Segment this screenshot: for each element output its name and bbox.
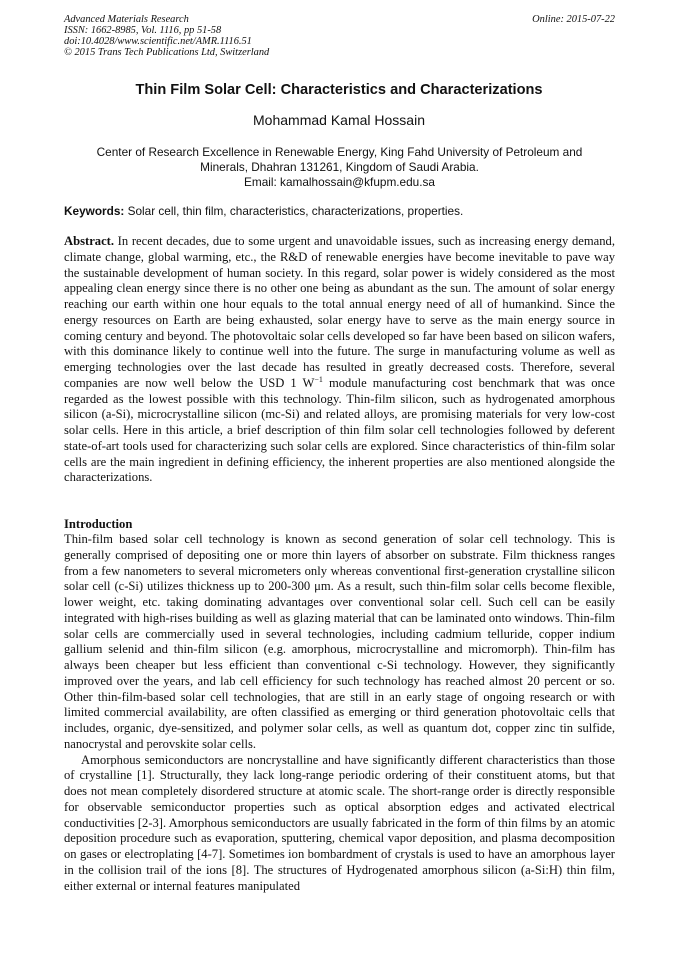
introduction-paragraph-2: Amorphous semiconductors are noncrystalline and have significantly different characteristics than those of crystalline [1]. Structurally, they lack long-range periodic ordering of their constituent atoms, but that does not mean completely disordered structure at atomic scale. The short-range order is directly responsible for observable semiconductor properties such as optical absorption edges and activated electrical conductivities [2-3]. Amorphous semiconductors are usually fabricated in the form of thin films by an atomic deposition procedure such as evaporation, sputtering, chemical vapor deposition, and plasma decomposition on gases or electroplating [4-7]. Sometimes ion bombardment of crystals is used to have an amorphous layer in the collision trail of the ions [8]. The structures of Hydrogenated amorphous silicon (a-Si:H) thin film, either external or internal features manipulated [64,752,615,893]
doi-line: doi:10.4028/www.scientific.net/AMR.1116.51 [64,36,252,47]
abstract-label: Abstract. [64,234,115,248]
keywords-text: Solar cell, thin film, characteristics, characterizations, properties. [124,204,464,218]
abstract-superscript: −1 [314,374,323,384]
copyright-line: © 2015 Trans Tech Publications Ltd, Switzerland [64,47,270,58]
paper-title: Thin Film Solar Cell: Characteristics and Characterizations [135,82,543,98]
online-date: Online: 2015-07-22 [532,14,615,25]
abstract [64,234,615,486]
affiliation-line-2: Minerals, Dhahran 131261, Kingdom of Saudi Arabia. [200,160,479,174]
affiliation-line-1: Center of Research Excellence in Renewable Energy, King Fahd University of Petroleum and [96,145,583,159]
issn-line: ISSN: 1662-8985, Vol. 1116, pp 51-58 [64,25,222,36]
journal-header [64,14,615,58]
introduction-body [64,532,615,894]
keywords-label: Keywords: [64,204,125,218]
introduction-paragraph-1: Thin-film based solar cell technology is known as second generation of solar cell technology. This is generally comprised of depositing one or more thin layers of absorber on substrate. Film thickness ranges from a few nanometers to several micrometers only whereas conventional first-generation crystalline silicon solar cell (c-Si) utilizes thickness up to 200-300 μm. As a result, such thin-film solar cells become flexible, lower weight, etc. taking dominating advantages over conventional solar cell. Such cell can be easily integrated with high-rises building as well as glazing material that can be laminated onto windows. Thin-film solar cells are commercially used in several technologies, including cadmium telluride, copper indium gallium selenid and thin-film silicon (e.g. amorphous, microcrystalline and micromorph). Thin-film has always been cheaper but less efficient than conventional c-Si technology. However, they significantly improved over the years, and lab cell efficiency for such technology has reached almost 20 percent or so. Other thin-film-based solar cell technologies, that are still in an early stage of ongoing research or with limited commercial availability, are often classified as emerging or third generation photovoltaic cells that includes, organic, dye-sensitized, and polymer solar cells, as well as quantum dot, copper zinc tin sulfide, nanocrystal and perovskite solar cells. [64,532,615,751]
affiliation [64,145,615,190]
journal-name: Advanced Materials Research [64,14,189,25]
introduction-heading: Introduction [64,517,133,531]
keywords [64,204,615,218]
author-name: Mohammad Kamal Hossain [253,112,425,128]
author-email: Email: kamalhossain@kfupm.edu.sa [244,175,435,189]
abstract-text-1: In recent decades, due to some urgent and unavoidable issues, such as increasing energy demand, climate change, global warming, etc., the R&D of renewable energies have become inevitable to pave way the sustainable development of human society. In this regard, solar power is widely considered as the most appealing clean energy since there is no other one being as abundant as the sun. The amount of solar energy reaching our earth within one hour equals to the total annual energy need of all of humankind. Since the energy resources on Earth are being exhausted, solar energy have to serve as the main energy source in coming century and beyond. The photovoltaic solar cells developed so far have been based on silicon wafers, with this dominance likely to continue well into the future. The surge in manufacturing volume as well as emerging technologies over the last decade has resulted in greatly decreased costs. Therefore, several companies are now well below the USD 1 W [64,234,615,390]
abstract-text-2: module manufacturing cost benchmark that was once regarded as the lowest possible with this technology. Thin-film silicon, such as hydrogenated amorphous silicon (a-Si), microcrystalline silicon (mc-Si) and related alloys, are promising materials for very low-cost solar cells. Here in this article, a brief description of thin film solar cell technologies followed by deferent state-of-art tools used for characterizing such solar cells are explored. Since characteristics of thin-film solar cells are the main ingredient in defining efficiency, the inherent properties are also mentioned alongside the characterizations. [64,375,615,485]
